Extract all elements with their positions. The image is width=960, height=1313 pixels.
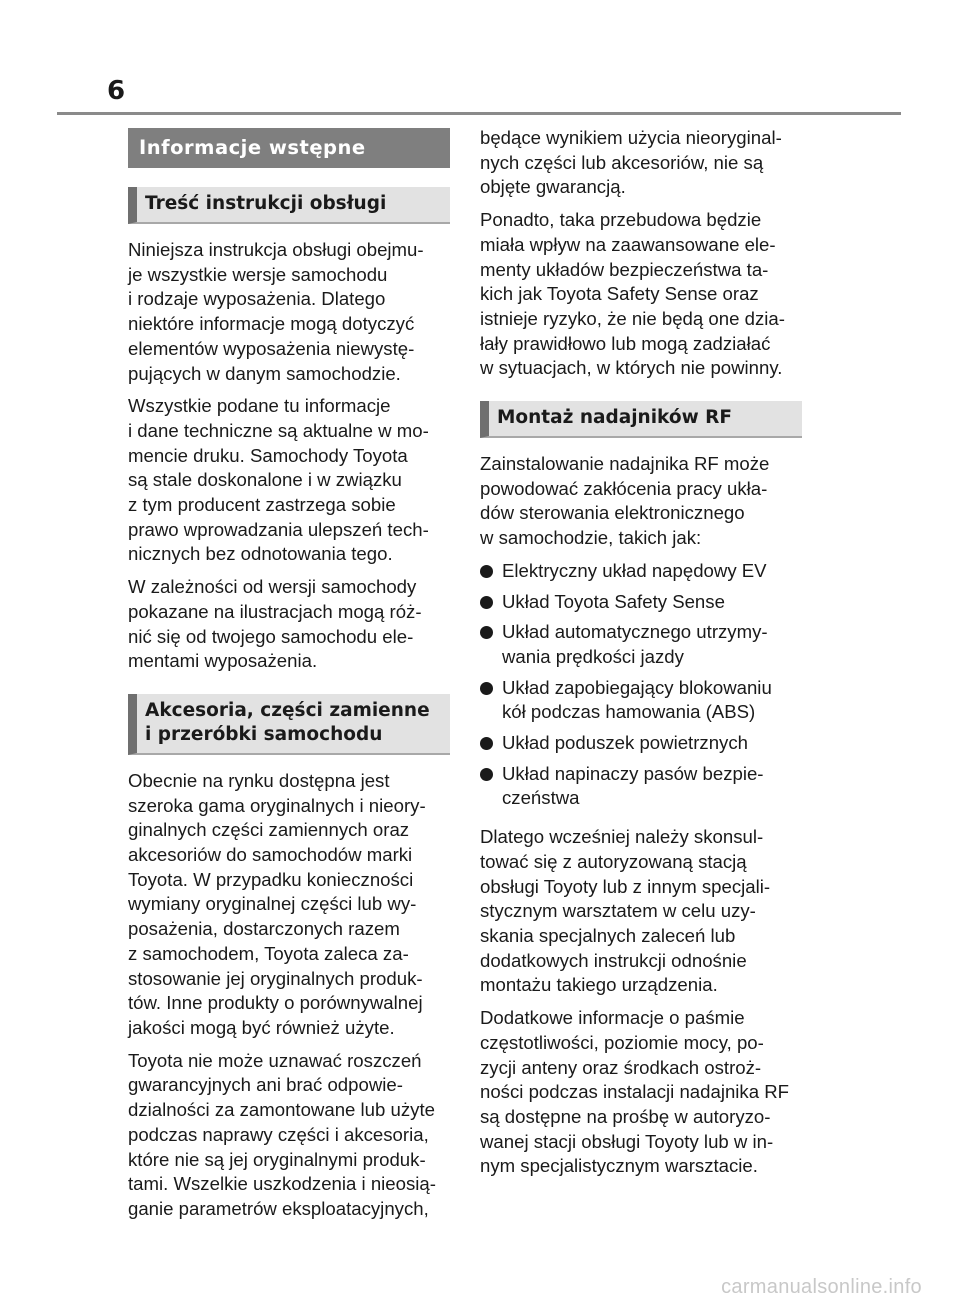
text-line: nych części lub akcesoriów, nie są	[480, 151, 764, 173]
text-line: są dostępne na prośbę w autoryzo-	[480, 1105, 771, 1127]
text-line: miała wpływ na zaawansowane ele-	[480, 233, 776, 255]
text-line: W zależności od wersji samochody	[128, 576, 417, 598]
text-line: Toyota nie może uznawać roszczeń	[128, 1049, 422, 1071]
text-line: prawo wprowadzania ulepszeń tech-	[128, 518, 429, 540]
paragraph-tresc-2	[128, 394, 450, 567]
text-line: są stale doskonalone i w związku	[128, 469, 402, 491]
text-line: łały prawidłowo lub mogą zadziałać	[480, 332, 771, 354]
text-line: z tym producent zastrzega sobie	[128, 494, 396, 516]
text-line: Układ automatycznego utrzymy-	[502, 621, 768, 643]
right-column	[480, 126, 802, 1179]
text-line: zycji anteny oraz środkach ostroż-	[480, 1056, 762, 1078]
text-line: ności podczas instalacji nadajnika RF	[480, 1081, 790, 1103]
page-number: 6	[107, 76, 126, 106]
text-line: jakości mogą być również użyte.	[128, 1016, 395, 1038]
text-line: Dodatkowe informacje o paśmie	[480, 1007, 745, 1029]
text-line: stosowanie jej oryginalnych produk-	[128, 967, 423, 989]
paragraph-tresc-3	[128, 575, 450, 674]
list-item	[480, 620, 802, 669]
paragraph-tresc-1	[128, 238, 450, 386]
text-line: i rodzaje wyposażenia. Dlatego	[128, 288, 386, 310]
list-item-text	[502, 731, 802, 756]
paragraph-akcesoria-2	[128, 1049, 450, 1222]
paragraph-akcesoria-1	[128, 769, 450, 1041]
text-line: mentami wyposażenia.	[128, 650, 318, 672]
bullet-icon	[480, 737, 493, 750]
text-line: z samochodem, Toyota zaleca za-	[128, 942, 409, 964]
text-line: Układ poduszek powietrznych	[502, 732, 748, 754]
chapter-banner: Informacje wstępne	[128, 128, 450, 168]
text-line: ganie parametrów eksploatacyjnych,	[128, 1197, 429, 1219]
text-line: wanej stacji obsługi Toyoty lub w in-	[480, 1130, 774, 1152]
section-heading-akcesoria	[128, 694, 450, 755]
text-line: niektóre informacje mogą dotyczyć	[128, 313, 415, 335]
bullet-icon	[480, 768, 493, 781]
text-line: i dane techniczne są aktualne w mo-	[128, 419, 429, 441]
text-line: dzialności za zamontowane lub użyte	[128, 1099, 435, 1121]
rf-system-list	[480, 559, 802, 811]
text-line: dów sterowania elektronicznego	[480, 502, 745, 524]
text-line: będące wynikiem użycia nieoryginal-	[480, 127, 782, 148]
text-line: kich jak Toyota Safety Sense oraz	[480, 283, 759, 305]
text-line: Niniejsza instrukcja obsługi obejmu-	[128, 239, 424, 260]
text-line: obsługi Toyoty lub z innym specjali-	[480, 875, 771, 897]
text-line: Dlatego wcześniej należy skonsul-	[480, 826, 764, 848]
text-line: Obecnie na rynku dostępna jest	[128, 769, 390, 791]
paragraph-ponadto	[480, 208, 802, 381]
bullet-icon	[480, 626, 493, 639]
text-line: powodować zakłócenia pracy ukła-	[480, 477, 768, 499]
text-line: wania prędkości jazdy	[502, 645, 684, 667]
text-line: Układ Toyota Safety Sense	[502, 590, 725, 612]
text-line: mencie druku. Samochody Toyota	[128, 444, 408, 466]
list-item	[480, 731, 802, 756]
text-line: w samochodzie, takich jak:	[480, 527, 702, 549]
text-line: gwarancyjnych ani brać odpowie-	[128, 1074, 403, 1096]
text-line: skania specjalnych zaleceń lub	[480, 924, 736, 946]
paragraph-continued	[480, 126, 802, 200]
text-line: pujących w danym samochodzie.	[128, 362, 401, 384]
text-line: wymiany oryginalnej części lub wy-	[128, 893, 417, 915]
text-line: nić się od twojego samochodu ele-	[128, 625, 414, 647]
text-line: istnieje ryzyko, że nie będą one dzia-	[480, 307, 785, 329]
paragraph-dlatego	[480, 825, 802, 998]
text-line: tować się z autoryzowaną stacją	[480, 850, 747, 872]
text-line: je wszystkie wersje samochodu	[128, 263, 388, 285]
list-item-text	[502, 620, 802, 669]
text-line: szeroka gama oryginalnych i nieory-	[128, 794, 426, 816]
text-line: posażenia, dostarczonych razem	[128, 918, 400, 940]
text-line: Układ zapobiegający blokowaniu	[502, 676, 772, 698]
paragraph-rf-intro	[480, 452, 802, 551]
list-item-text	[502, 676, 802, 725]
text-line: menty układów bezpieczeństwa ta-	[480, 258, 769, 280]
list-item-text	[502, 762, 802, 811]
bullet-icon	[480, 682, 493, 695]
text-line: które nie są jej oryginalnymi produk-	[128, 1148, 426, 1170]
text-line: Wszystkie podane tu informacje	[128, 395, 391, 417]
text-line: akcesoriów do samochodów marki	[128, 844, 413, 866]
text-line: częstotliwości, poziomie mocy, po-	[480, 1031, 764, 1053]
text-line: montażu takiego urządzenia.	[480, 974, 718, 996]
text-line: elementów wyposażenia niewystę-	[128, 337, 415, 359]
top-rule	[57, 112, 901, 115]
section-heading-tresc: Treść instrukcji obsługi	[128, 187, 450, 224]
bullet-icon	[480, 596, 493, 609]
text-line: nym specjalistycznym warsztacie.	[480, 1155, 758, 1177]
text-line: stycznym warsztatem w celu uzy-	[480, 900, 756, 922]
text-line: kół podczas hamowania (ABS)	[502, 701, 756, 723]
heading-line: i przeróbki samochodu	[145, 723, 383, 745]
text-line: podczas naprawy części i akcesoria,	[128, 1123, 429, 1145]
text-line: Układ napinaczy pasów bezpie-	[502, 762, 764, 784]
heading-line: Akcesoria, części zamienne	[145, 699, 430, 721]
left-column	[128, 128, 450, 1222]
list-item	[480, 676, 802, 725]
list-item	[480, 559, 802, 584]
list-item	[480, 590, 802, 615]
text-line: Elektryczny układ napędowy EV	[502, 559, 767, 581]
list-item-text	[502, 590, 802, 615]
text-line: pokazane na ilustracjach mogą róż-	[128, 600, 422, 622]
text-line: w sytuacjach, w których nie powinny.	[480, 357, 783, 379]
text-line: Ponadto, taka przebudowa będzie	[480, 209, 762, 231]
text-line: ginalnych części zamiennych oraz	[128, 819, 410, 841]
section-heading-rf: Montaż nadajników RF	[480, 401, 802, 438]
list-item	[480, 762, 802, 811]
text-line: Toyota. W przypadku konieczności	[128, 868, 414, 890]
text-line: dodatkowych instrukcji odnośnie	[480, 949, 747, 971]
text-line: tów. Inne produkty o porównywalnej	[128, 992, 423, 1014]
text-line: Zainstalowanie nadajnika RF może	[480, 453, 770, 475]
text-line: czeństwa	[502, 787, 580, 809]
list-item-text	[502, 559, 802, 584]
text-line: nicznych bez odnotowania tego.	[128, 543, 393, 565]
paragraph-dodatkowe	[480, 1006, 802, 1179]
bullet-icon	[480, 565, 493, 578]
text-line: tami. Wszelkie uszkodzenia i nieosią-	[128, 1173, 436, 1195]
text-line: objęte gwarancją.	[480, 176, 626, 198]
watermark: carmanualsonline.info	[721, 1276, 922, 1298]
